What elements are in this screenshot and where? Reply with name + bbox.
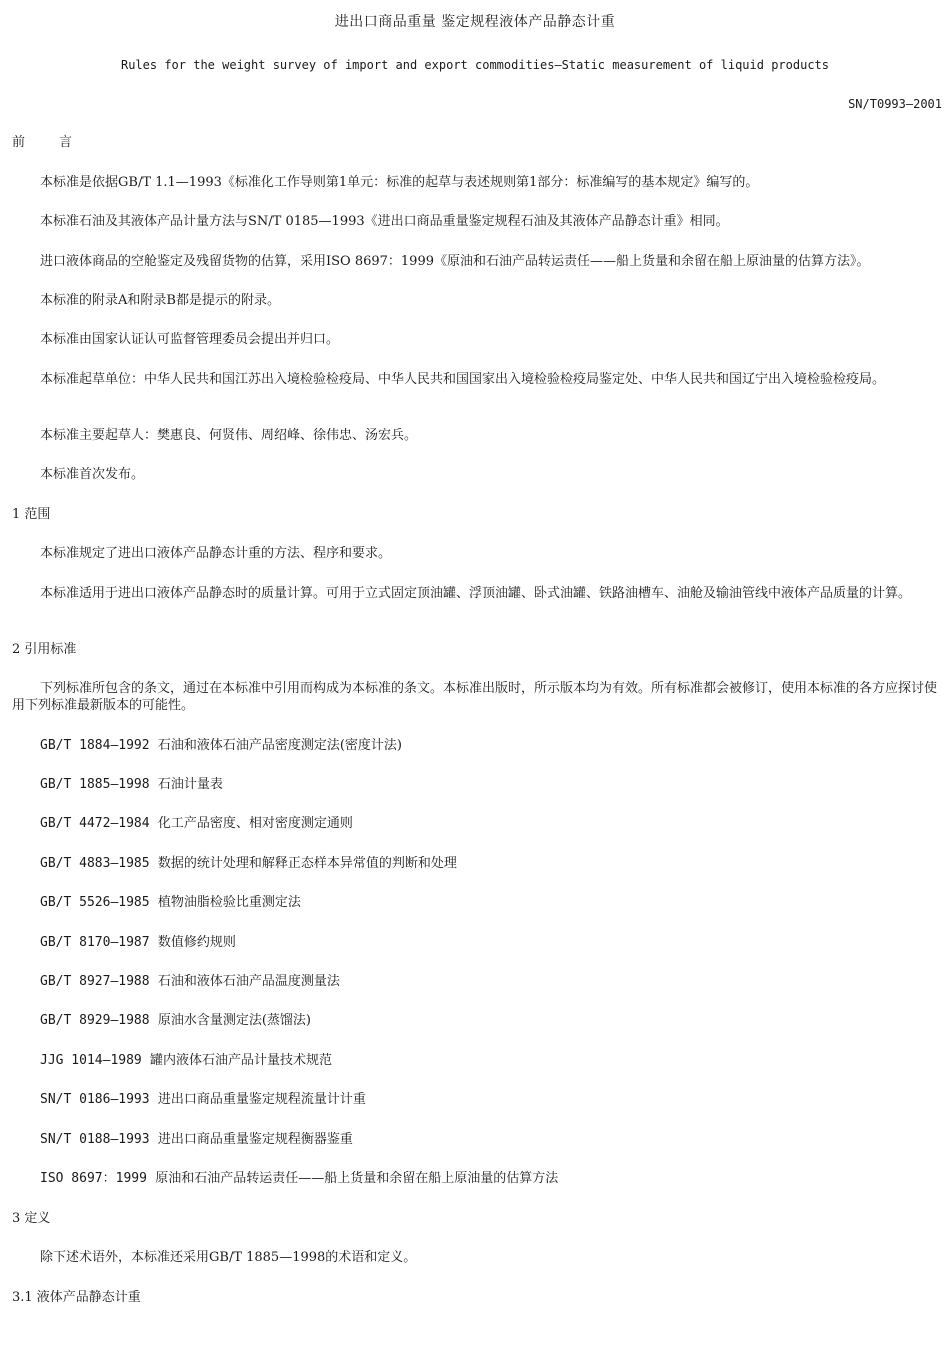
reference-item [40, 776, 940, 793]
reference-item [40, 894, 940, 911]
reference-title: 数值修约规则 [157, 935, 236, 950]
reference-title: 化工产品密度、相对密度测定通则 [157, 816, 353, 831]
references-intro: 下列标准所包含的条文，通过在本标准中引用而构成为本标准的条文。本标准出版时，所示版本均为有效。所有标准都会被修订，使用本标准的各方应探讨使用下列标准最新版本的可能性。 [12, 681, 938, 713]
reference-title: 数据的统计处理和解释正态样本异常值的判断和处理 [157, 856, 457, 871]
reference-item [40, 934, 940, 951]
reference-code: SN/T 0188—1993 [40, 1132, 150, 1147]
foreword-paragraph: 本标准石油及其液体产品计量方法与SN/T 0185—1993《进出口商品重量鉴定规程石油及其液体产品静态计重》相同。 [40, 214, 729, 229]
reference-code: GB/T 1885—1998 [40, 777, 150, 792]
definitions-intro: 除下述术语外，本标准还采用GB/T 1885—1998的术语和定义。 [40, 1250, 417, 1265]
reference-item [40, 1091, 940, 1108]
reference-item [40, 1170, 940, 1187]
section-heading-definitions: 3 定义 [12, 1211, 51, 1226]
foreword-heading-char-1: 前 [12, 135, 26, 150]
foreword-paragraph: 本标准起草单位：中华人民共和国江苏出入境检验检疫局、中华人民共和国国家出入境检验检疫局鉴定处、中华人民共和国辽宁出入境检验检疫局。 [40, 372, 886, 387]
reference-item [40, 1131, 940, 1148]
subsection-heading: 3.1 液体产品静态计重 [12, 1290, 141, 1305]
reference-title: 石油和液体石油产品密度测定法(密度计法) [157, 738, 402, 753]
reference-code: GB/T 8170—1987 [40, 935, 150, 950]
foreword-paragraph: 本标准主要起草人：樊惠良、何贤伟、周绍峰、徐伟忠、汤宏兵。 [40, 428, 418, 443]
reference-code: GB/T 8929—1988 [40, 1013, 150, 1028]
foreword-heading [12, 134, 942, 151]
reference-title: 石油计量表 [157, 777, 223, 792]
reference-code: GB/T 4883—1985 [40, 856, 150, 871]
section-heading-references: 2 引用标准 [12, 642, 77, 657]
reference-code: GB/T 1884—1992 [40, 738, 150, 753]
foreword-paragraph: 本标准的附录A和附录B都是提示的附录。 [40, 293, 280, 308]
standard-number: SN/T0993—2001 [848, 97, 942, 111]
reference-item [40, 1052, 940, 1069]
reference-code: ISO 8697：1999 [40, 1171, 147, 1186]
reference-title: 植物油脂检验比重测定法 [157, 895, 301, 910]
reference-title: 原油水含量测定法(蒸馏法) [157, 1013, 311, 1028]
foreword-paragraph: 本标准是依据GB/T 1.1—1993《标准化工作导则第1单元：标准的起草与表述规则第1部分：标准编写的基本规定》编写的。 [40, 175, 759, 190]
section-heading-scope: 1 范围 [12, 507, 51, 522]
reference-code: SN/T 0186—1993 [40, 1092, 150, 1107]
reference-title: 石油和液体石油产品温度测量法 [157, 974, 340, 989]
reference-title: 进出口商品重量鉴定规程衡器鉴重 [157, 1132, 353, 1147]
scope-paragraph: 本标准适用于进出口液体产品静态时的质量计算。可用于立式固定顶油罐、浮顶油罐、卧式油罐、铁路油槽车、油舱及输油管线中液体产品质量的计算。 [40, 586, 912, 601]
reference-code: GB/T 8927—1988 [40, 974, 150, 989]
foreword-paragraph: 进口液体商品的空舱鉴定及残留货物的估算，采用ISO 8697：1999《原油和石油产品转运责任——船上货量和余留在船上原油量的估算方法》。 [40, 254, 870, 269]
reference-code: GB/T 5526—1985 [40, 895, 150, 910]
reference-item [40, 1012, 940, 1029]
reference-item [40, 737, 940, 754]
reference-title: 进出口商品重量鉴定规程流量计计重 [157, 1092, 366, 1107]
foreword-paragraph: 本标准首次发布。 [40, 467, 145, 482]
reference-title: 罐内液体石油产品计量技术规范 [150, 1053, 333, 1068]
reference-item [40, 973, 940, 990]
foreword-paragraph: 本标准由国家认证认可监督管理委员会提出并归口。 [40, 332, 340, 347]
scope-paragraph: 本标准规定了进出口液体产品静态计重的方法、程序和要求。 [40, 546, 392, 561]
reference-code: JJG 1014—1989 [40, 1053, 142, 1068]
reference-item [40, 815, 940, 832]
document-title-cn: 进出口商品重量 鉴定规程液体产品静态计重 [334, 14, 616, 30]
foreword-heading-char-2: 言 [59, 135, 73, 150]
reference-item [40, 855, 940, 872]
reference-code: GB/T 4472—1984 [40, 816, 150, 831]
document-title-en: Rules for the weight survey of import and export commodities—Static measurement of liquid products [120, 58, 829, 72]
reference-title: 原油和石油产品转运责任——船上货量和余留在船上原油量的估算方法 [155, 1171, 559, 1186]
